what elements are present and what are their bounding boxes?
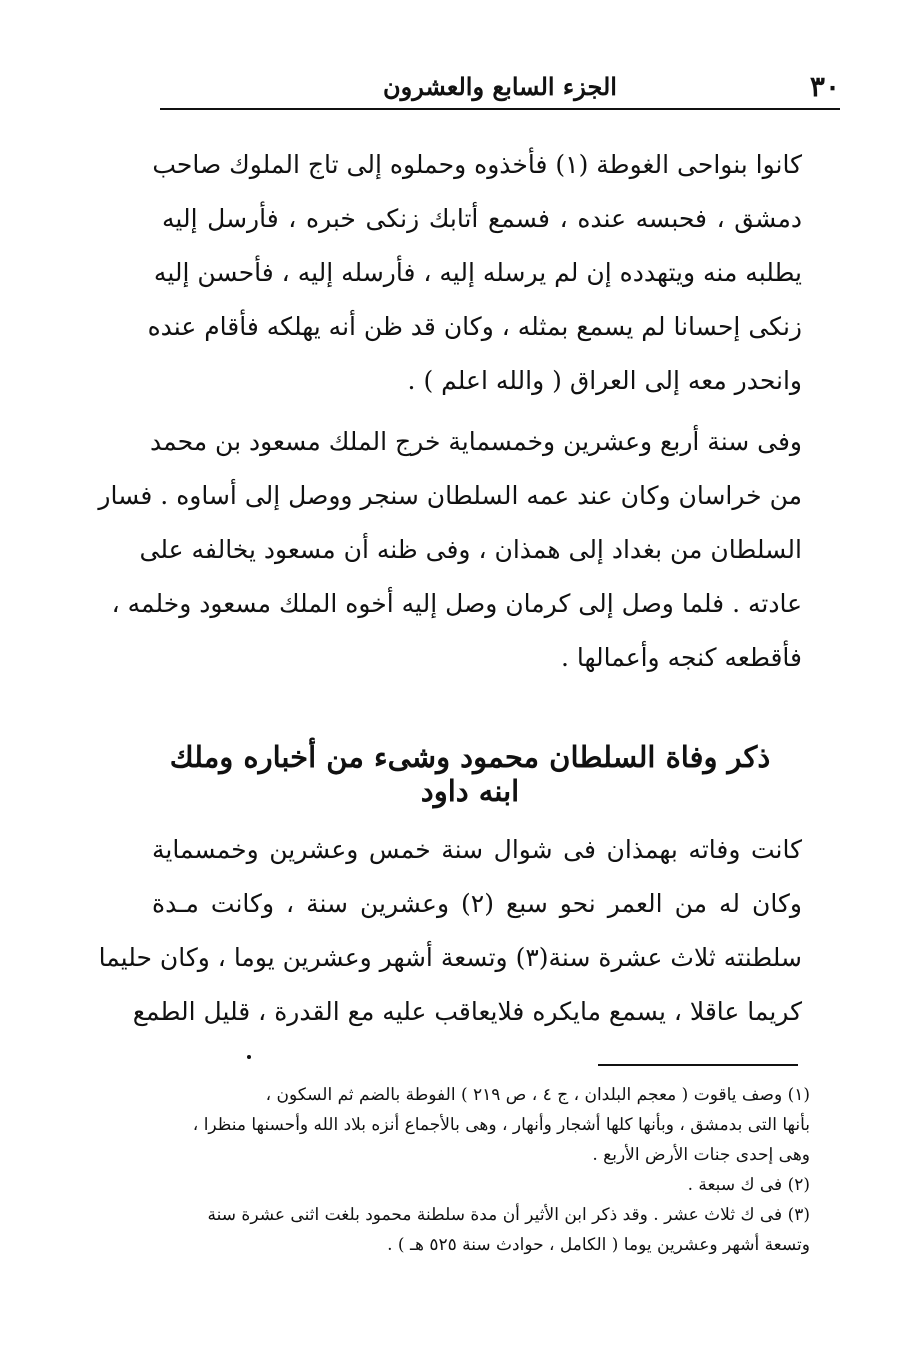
section-heading: ذكر وفاة السلطان محمود وشىء من أخباره وملك ابنه داود [169,740,771,808]
footnotes [150,1080,810,1260]
text-line: السلطان من بغداد إلى همذان ، وفى ظنه أن مسعود يخالفه على [139,535,802,564]
text-line: زنكى إحسانا لم يسمع بمثله ، وكان قد ظن أنه يهلكه فأقام عنده [147,312,802,341]
footnote-line: (٣) فى ك ثلاث عشر . وقد ذكر ابن الأثير أن مدة سلطنة محمود بلغت اثنى عشرة سنة [207,1205,810,1225]
footnote-line: (١) وصف ياقوت ( معجم البلدان ، ج ٤ ، ص ٢١٩ ) الفوطة بالضم ثم السكون ، [265,1085,810,1105]
footnote-line: وتسعة أشهر وعشرين يوما ( الكامل ، حوادث سنة ٥٢٥ هـ ) . [387,1235,810,1255]
footnote-2 [150,1170,810,1200]
footnote-rule [598,1064,798,1066]
text-line: من خراسان وكان عند عمه السلطان سنجر ووصل إلى أساوه . فسار [98,481,802,510]
text-line: عادته . فلما وصل إلى كرمان وصل إليه أخوه الملك مسعود وخلمه ، [111,589,802,618]
text-line: كريما عاقلا ، يسمع مايكره فلايعاقب عليه مع القدرة ، قليل الطمع [132,997,802,1026]
running-head: الجزء السابع والعشرون [383,72,617,101]
text-line: وانحدر معه إلى العراق ( والله اعلم ) . [407,366,802,395]
text-line: وفى سنة أربع وعشرين وخمسماية خرج الملك مسعود بن محمد [150,427,802,456]
header-rule [160,108,840,110]
text-line: وكان له من العمر نحو سبع (٢) وعشرين سنة ، وكانت مـدة [152,889,802,918]
text-line: كانت وفاته بهمذان فى شوال سنة خمس وعشرين وخمسماية [152,835,802,864]
footnote-1 [150,1080,810,1170]
text-line: فأقطعه كنجه وأعمالها . [560,643,802,672]
paragraph-3 [98,823,802,1039]
text-line: كانوا بنواحى الغوطة (١) فأخذوه وحملوه إلى تاج الملوك صاحب [152,150,802,179]
footnote-line: (٢) فى ك سبعة . [687,1175,810,1195]
stray-mark [247,1055,251,1059]
text-line: دمشق ، فحبسه عنده ، فسمع أتابك زنكى خبره ، فأرسل إليه [162,204,802,233]
footnote-3 [150,1200,810,1260]
text-line: سلطنته ثلاث عشرة سنة(٣) وتسعة أشهر وعشرين يوما ، وكان حليما [98,943,802,972]
footnote-line: وهى إحدى جنات الأرض الأربع . [592,1145,810,1165]
paragraph-2 [98,415,802,685]
page-number: ٣٠ [809,70,840,103]
text-line: يطلبه منه ويتهدده إن لم يرسله إليه ، فأرسله إليه ، فأحسن إليه [153,258,802,287]
paragraph-1 [147,138,802,408]
footnote-line: بأنها التى بدمشق ، وبأنها كلها أشجار وأنهار ، وهى بالأجماع أنزه بلاد الله وأحسنها منظرا ، [192,1115,810,1135]
